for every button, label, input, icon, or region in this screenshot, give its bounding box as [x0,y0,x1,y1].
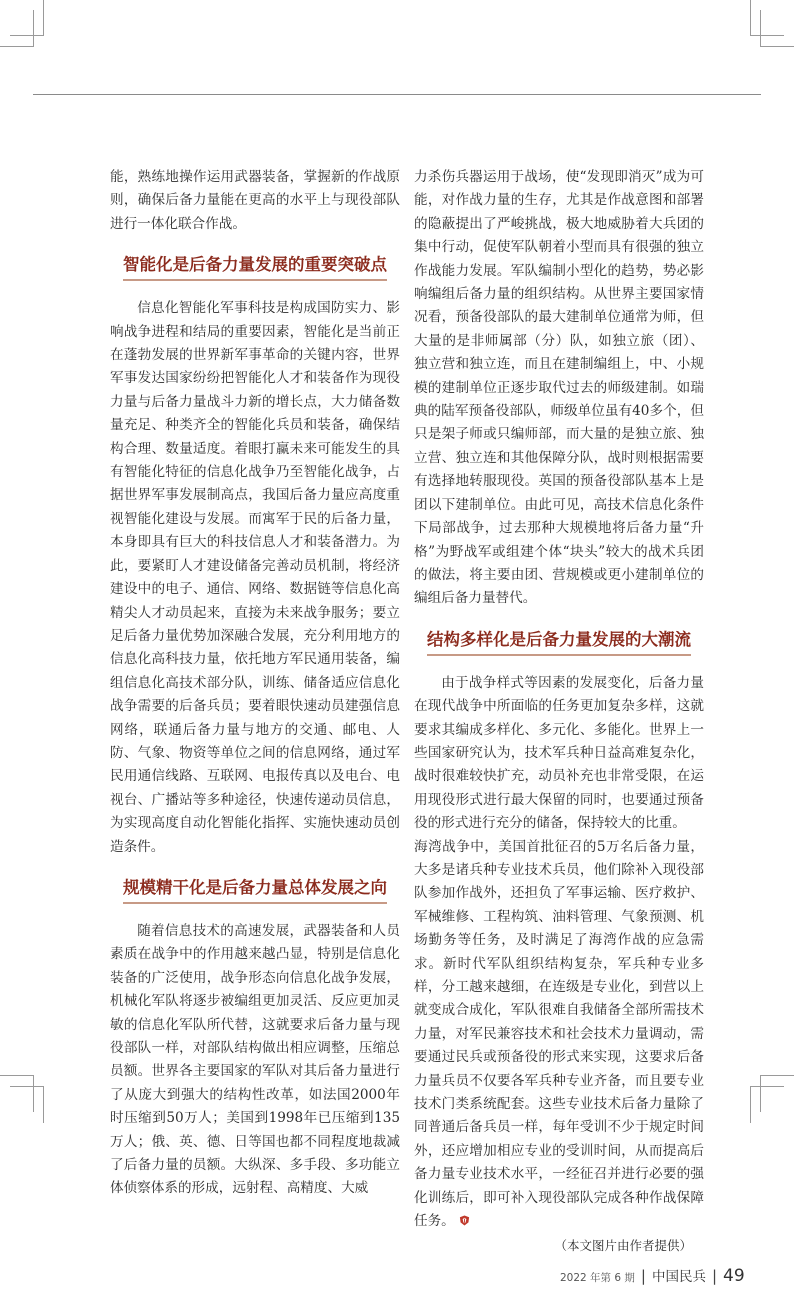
crop-mark-bottom-right-v2 [750,1086,751,1123]
header-rule [33,94,761,95]
section-paragraph: 随着信息技术的高速发展，武器装备和人员素质在战争中的作用越来越凸显，特别是信息化装备的广泛使用，战争形态向信息化战争发展，机械化军队将逐步被编组更加灵活、反应更加灵敏的信息化军队所代替，这就要求后备力量与现役部队一样，对部队结构做出相应调整，压缩总员额。世界各主要国家的军队对其后备力量进行了从庞大到强大的结构性改革，如法国2000年时压缩到50万人；美国到1998年已压缩到135万人；俄、英、德、日等国也都不同程度地裁减了后备力量的员额。大纵深、多手段、多功能立体侦察体系的形成，远射程、高精度、大威 [110,922,400,1197]
section-heading-streamlining [110,877,400,904]
left-column [110,166,400,1201]
crop-mark-top-left-h2 [10,35,44,36]
page-footer [560,1265,745,1289]
section-heading-text: 智能化是后备力量发展的重要突破点 [123,254,387,281]
crop-mark-top-right-v2 [750,0,751,36]
crop-mark-top-left-v2 [43,0,44,36]
crop-mark-bottom-left-v2 [43,1086,44,1123]
magazine-end-mark-icon [459,1215,470,1226]
crop-mark-bottom-right-h1 [760,1075,794,1076]
crop-mark-top-left-h1 [0,46,33,47]
section-heading-diversification [414,629,704,656]
crop-mark-top-left-v1 [33,10,34,47]
issue-number: 2022 年第 6 期 [560,1272,635,1284]
crop-mark-top-right-h2 [750,35,784,36]
crop-mark-bottom-left-h2 [10,1086,44,1087]
section-paragraph: 信息化智能化军事科技是构成国防实力、影响战争进程和结局的重要因素，智能化是当前正在蓬勃发展的世界新军事革命的关键内容，世界军事发达国家纷纷把智能化人才和装备作为现役力量与后备力量战斗力新的增长点，大力储备数量充足、种类齐全的智能化兵员和装备，确保结构合理、数量适度。着眼打赢未来可能发生的具有智能化特征的信息化战争乃至智能化战争，占据世界军事发展制高点，我国后备力量应高度重视智能化建设与发展。而寓军于民的后备力量，本身即具有巨大的科技信息人才和装备潜力。为此，要紧盯人才建设储备完善动员机制，将经济建设中的电子、通信、网络、数据链等信息化高精尖人才动员起来，直接为未来战争服务；要立足后备力量优势加深融合发展，充分利用地方的信息化高科技力量，依托地方军民通用装备，编组信息化高技术部分队，训练、储备适应信息化战争需要的后备兵员；要着眼快速动员建强信息网络，联通后备力量与地方的交通、邮电、人防、气象、物资等单位之间的信息网络，通过军民用通信线路、互联网、电报传真以及电台、电视台、广播站等多种途径，快速传递动员信息，为实现高度自动化智能化指挥、实施快速动员创造条件。 [110,300,400,855]
crop-mark-top-right-h1 [760,46,794,47]
footer-separator: | [640,1267,646,1285]
section-heading-text: 规模精干化是后备力量总体发展之向 [123,877,387,904]
crop-mark-bottom-right-h2 [750,1086,784,1087]
section-heading-intelligentization [110,254,400,281]
section-heading-text: 结构多样化是后备力量发展的大潮流 [427,629,691,656]
section-paragraph-continued [414,836,704,1234]
crop-mark-bottom-left-v1 [33,1075,34,1112]
continued-paragraph: 能，熟练地操作运用武器装备，掌握新的作战原则，确保后备力量能在更高的水平上与现役部队进行一体化联合作战。 [110,169,400,232]
crop-mark-bottom-left-h1 [0,1075,33,1076]
right-column [414,166,704,1257]
photo-credit: （本文图片由作者提供） [554,1238,692,1254]
crop-mark-bottom-right-v1 [760,1075,761,1112]
section-paragraph: 由于战争样式等因素的发展变化，后备力量在现代战争中所面临的任务更加复杂多样，这就要求其编成多样化、多元化、多能化。世界上一些国家研究认为，技术军兵种日益高难复杂化，战时很难较快扩充，动员补充也非常受限，在运用现役形式进行最大保留的同时，也要通过预备役的形式进行充分的储备，保持较大的比重。 [414,674,704,832]
crop-mark-top-right-v1 [760,10,761,47]
magazine-name: 中国民兵 [651,1269,706,1285]
page-number: 49 [723,1266,745,1286]
footer-separator: | [711,1267,718,1285]
continued-paragraph: 力杀伤兵器运用于战场，使“发现即消灭”成为可能，对作战力量的生存，尤其是作战意图和部署的隐蔽提出了严峻挑战，极大地威胁着大兵团的集中行动，促使军队朝着小型而具有很强的独立作战能力发展。军队编制小型化的趋势，势必影响编组后备力量的组织结构。从世界主要国家情况看，预备役部队的最大建制单位通常为师，但大量的是非师属部（分）队，如独立旅（团）、独立营和独立连，而且在建制编组上，中、小规模的建制单位正逐步取代过去的师级建制。如瑞典的陆军预备役部队，师级单位虽有40多个，但只是架子师或只编师部，而大量的是独立旅、独立营、独立连和其他保障分队，战时则根据需要有选择地转服现役。英国的预备役部队基本上是团以下建制单位。由此可见，高技术信息化条件下局部战争，过去那种大规模地将后备力量“升格”为野战军或组建个体“块头”较大的战术兵团的做法，将主要由团、营规模或更小建制单位的编组后备力量替代。 [414,169,704,607]
section-paragraph-text: 海湾战争中，美国首批征召的5万名后备力量，大多是诸兵种专业技术兵员，他们除补入现役部队参加作战外，还担负了军事运输、医疗救护、军械维修、工程构筑、油料管理、气象预测、机场勤务等任务，及时满足了海湾作战的应急需求。新时代军队组织结构复杂，军兵种专业多样，分工越来越细，在连级是专业化，到营以上就变成合成化，军队很难自我储备全部所需技术力量，对军民兼容技术和社会技术力量调动，需要通过民兵或预备役的形式来实现，这要求后备力量兵员不仅要各军兵种专业齐备，而且要专业技术门类系统配套。这些专业技术后备力量除了同普通后备兵员一样，每年受训不少于规定时间外，还应增加相应专业的受训时间，从而提高后备力量专业技术水平，一经征召并进行必要的强化训练后，即可补入现役部队完成各种作战保障任务。 [414,838,704,1230]
